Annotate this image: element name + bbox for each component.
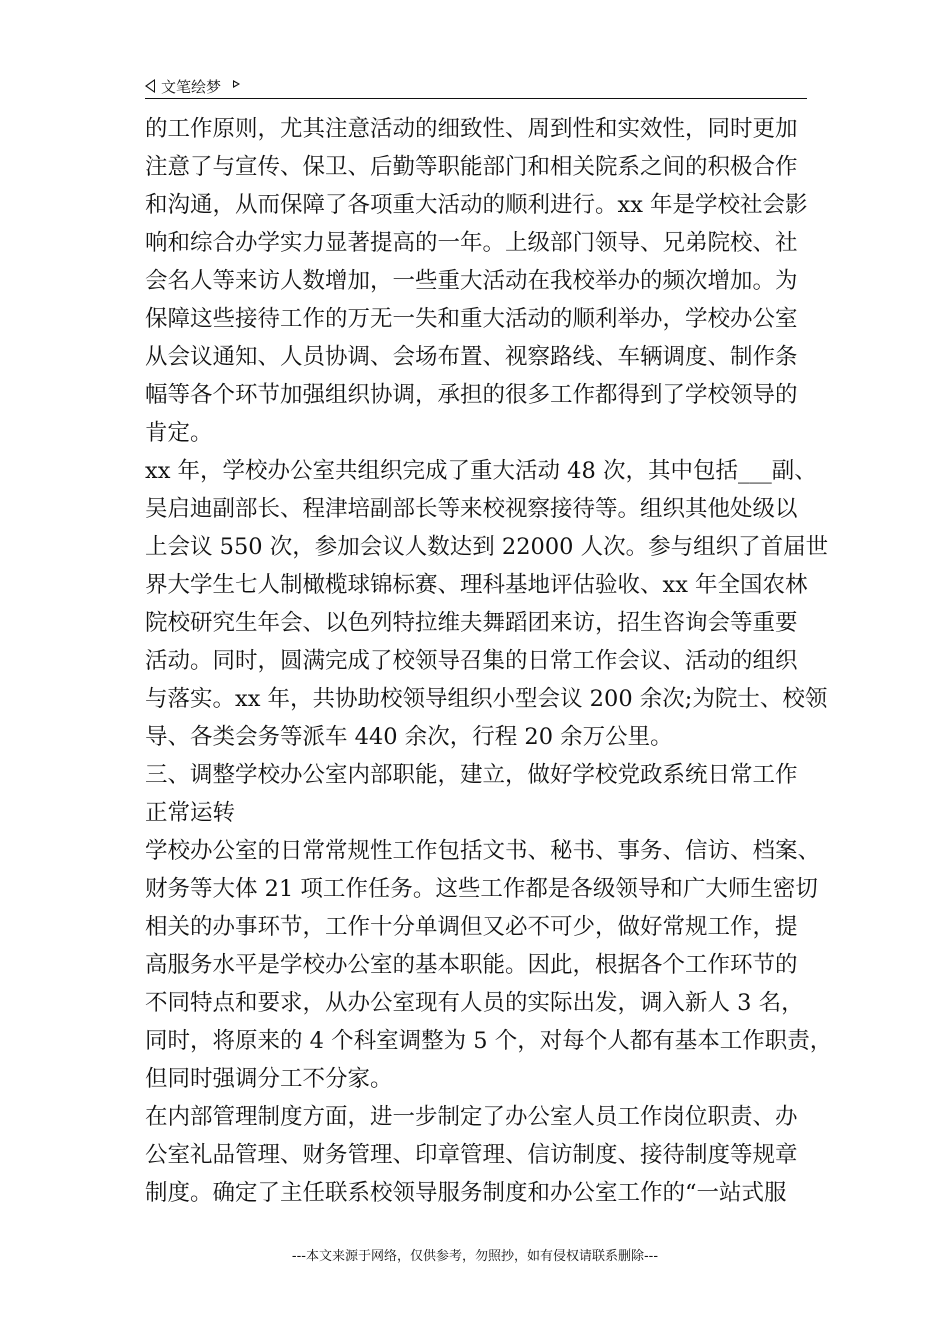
text-line: 上会议 550 次，参加会议人数达到 22000 人次。参与组织了首届世 xyxy=(145,534,829,560)
section-heading: 正常运转 xyxy=(145,800,236,826)
page-header xyxy=(145,74,807,98)
text-line: 肯定。 xyxy=(145,420,213,446)
text-line: 活动。同时，圆满完成了校领导召集的日常工作会议、活动的组织 xyxy=(145,648,798,674)
text-line: 会名人等来访人数增加，一些重大活动在我校举办的频次增加。为 xyxy=(145,268,798,294)
text-line: 的工作原则，尤其注意活动的细致性、周到性和实效性，同时更加 xyxy=(145,116,798,142)
text-line: 制度。确定了主任联系校领导服务制度和办公室工作的“一站式服 xyxy=(145,1180,787,1206)
text-line: 注意了与宣传、保卫、后勤等职能部门和相关院系之间的积极合作 xyxy=(145,154,798,180)
text-line: 响和综合办学实力显著提高的一年。上级部门领导、兄弟院校、社 xyxy=(145,230,798,256)
text-line: 导、各类会务等派车 440 余次，行程 20 余万公里。 xyxy=(145,724,673,750)
text-line: 从会议通知、人员协调、会场布置、视察路线、车辆调度、制作条 xyxy=(145,344,798,370)
text-line: 但同时强调分工不分家。 xyxy=(145,1066,393,1092)
right-triangle-icon xyxy=(233,80,240,88)
text-line: 公室礼品管理、财务管理、印章管理、信访制度、接待制度等规章 xyxy=(145,1142,798,1168)
text-line: 幅等各个环节加强组织协调，承担的很多工作都得到了学校领导的 xyxy=(145,382,798,408)
text-line: xx 年，学校办公室共组织完成了重大活动 48 次，其中包括___副、 xyxy=(145,458,817,484)
header-divider xyxy=(145,98,807,99)
header-title: 文笔绘梦 xyxy=(161,77,222,96)
text-line: 不同特点和要求，从办公室现有人员的实际出发，调入新人 3 名， xyxy=(145,990,804,1016)
text-line: 院校研究生年会、以色列特拉维夫舞蹈团来访，招生咨询会等重要 xyxy=(145,610,798,636)
text-line: 在内部管理制度方面，进一步制定了办公室人员工作岗位职责、办 xyxy=(145,1104,798,1130)
text-line: 保障这些接待工作的万无一失和重大活动的顺利举办，学校办公室 xyxy=(145,306,798,332)
text-line: 吴启迪副部长、程津培副部长等来校视察接待等。组织其他处级以 xyxy=(145,496,798,522)
body-text xyxy=(145,110,833,1212)
text-line: 界大学生七人制橄榄球锦标赛、理科基地评估验收、xx 年全国农林 xyxy=(145,572,808,598)
text-line: 高服务水平是学校办公室的基本职能。因此，根据各个工作环节的 xyxy=(145,952,798,978)
text-line: 财务等大体 21 项工作任务。这些工作都是各级领导和广大师生密切 xyxy=(145,876,818,902)
text-line: 与落实。xx 年，共协助校领导组织小型会议 200 余次;为院士、校领 xyxy=(145,686,828,712)
text-line: 和沟通，从而保障了各项重大活动的顺利进行。xx 年是学校社会影 xyxy=(145,192,808,218)
section-heading: 三、调整学校办公室内部职能，建立，做好学校党政系统日常工作 xyxy=(145,762,798,788)
page-footer: ---本文来源于网络，仅供参考，勿照抄，如有侵权请联系删除--- xyxy=(291,1249,659,1264)
text-line: 同时，将原来的 4 个科室调整为 5 个，对每个人都有基本工作职责， xyxy=(145,1028,833,1054)
text-line: 学校办公室的日常常规性工作包括文书、秘书、事务、信访、档案、 xyxy=(145,838,821,864)
text-line: 相关的办事环节，工作十分单调但又必不可少，做好常规工作，提 xyxy=(145,914,798,940)
left-triangle-icon xyxy=(145,79,155,93)
